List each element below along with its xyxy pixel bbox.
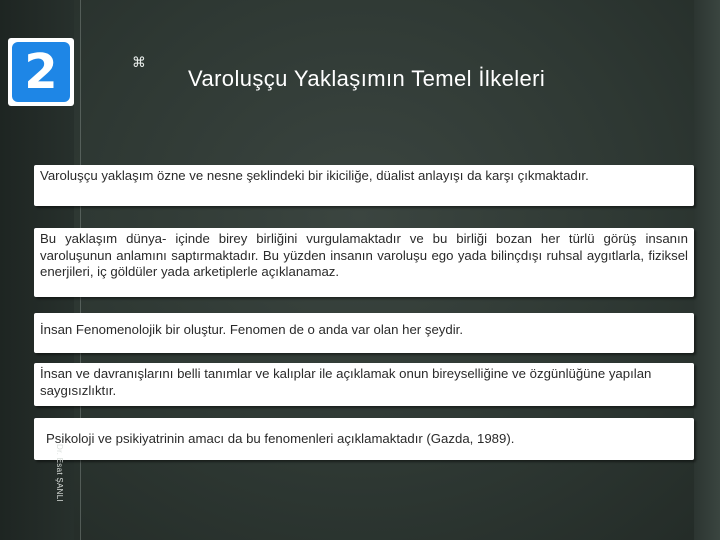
bullet-box-5 <box>34 418 694 460</box>
bullet-text: Psikoloji ve psikiyatrinin amacı da bu fenomenleri açıklamaktadır (Gazda, 1989). <box>46 431 515 446</box>
bullet-box-4 <box>34 363 694 406</box>
slide-number-badge <box>8 38 74 106</box>
bullet-box-2 <box>34 228 694 297</box>
bullet-text: İnsan Fenomenolojik bir oluştur. Fenomen de o anda var olan her şeydir. <box>40 322 463 337</box>
bullet-box-3 <box>34 313 694 353</box>
bullet-text: Bu yaklaşım dünya- içinde birey birliğini vurgulamaktadır ve bu birliği bozan her türlü görüş insanın varoluşunun anlamını saptırmaktadır. Bu yüzden insanın varoluşu ego yada bilinçdışı ruhsal aygıtlarla, fiziksel enerjileri, iç göldüler yada arketiplerle açıklanamaz. <box>40 231 688 279</box>
author-credit: Dr. Esat ŞANLI <box>55 444 64 502</box>
command-icon: ⌘ <box>132 55 146 71</box>
bullet-text: İnsan ve davranışlarını belli tanımlar ve kalıplar ile açıklamak onun bireyselliğine ve özgünlüğüne yapılan saygısızlıktır. <box>40 366 652 398</box>
bullet-box-1 <box>34 165 694 206</box>
slide-number: 2 <box>12 42 70 102</box>
slide-title: Varoluşçu Yaklaşımın Temel İlkeleri <box>188 66 546 91</box>
bullet-text: Varoluşçu yaklaşım özne ve nesne şeklindeki bir ikiciliğe, düalist anlayışı da karşı çıkmaktadır. <box>40 168 589 183</box>
right-side-strip <box>694 0 720 540</box>
